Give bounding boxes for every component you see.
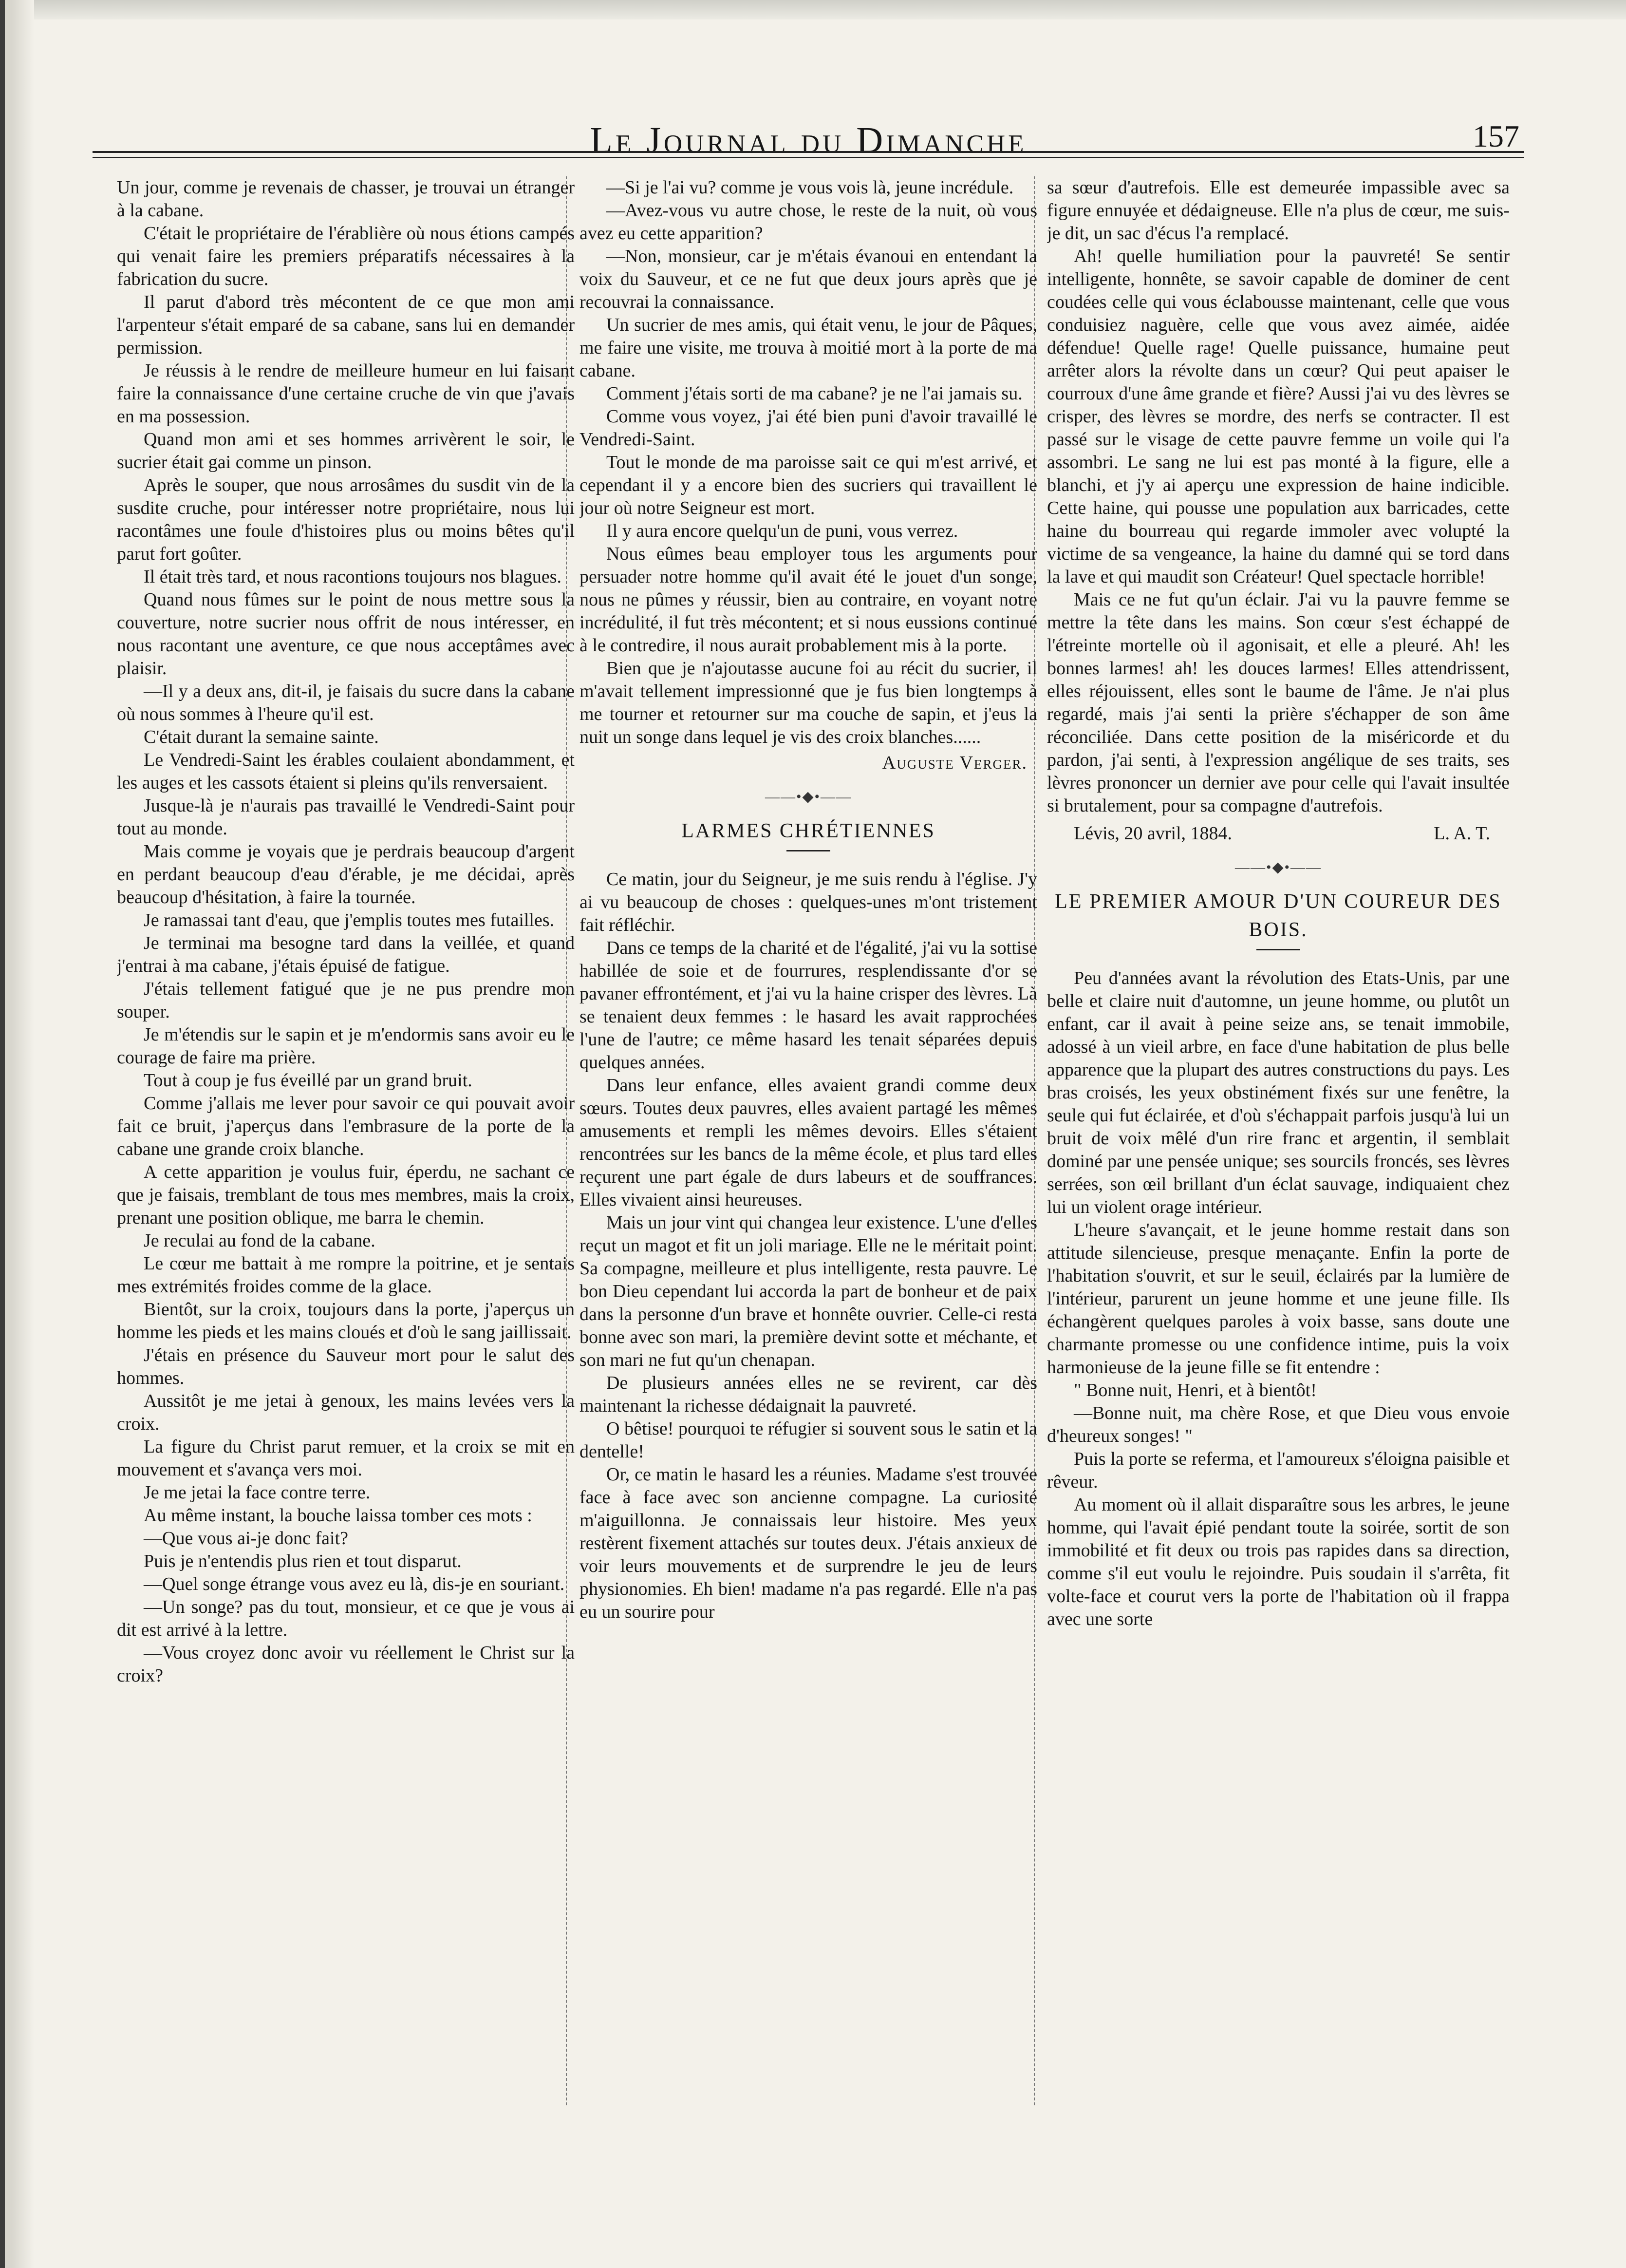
paragraph: Je me jetai la face contre terre. xyxy=(144,1482,371,1503)
paragraph: Mais un jour vint qui changea leur existence. L'une d'elles reçut un magot et fit un joli mariage. Elle ne le méritait point. Sa compagne, meilleure et plus intelligente, resta pauvre. Le bon Dieu cependant lui accorda la part de bonheur et de paix dans la personne d'un brave et honnête ouvrier. Celle-ci resta bonne avec son mari, la première devint sotte et méchante, et son mari ne fut qu'un chenapan. xyxy=(579,1212,1037,1370)
paragraph: J'étais tellement fatigué que je ne pus prendre mon souper. xyxy=(117,979,575,1022)
paragraph: C'était le propriétaire de l'érablière où nous étions campés qui venait faire les premiers préparatifs nécessaires à la fabrication du sucre. xyxy=(117,223,575,289)
paragraph: Dans ce temps de la charité et de l'égalité, j'ai vu la sottise habillée de soie et de fourrures, resplendissante d'or se pavaner effrontément, et j'ai vu la haine crisper des lèvres. Là se tenaient deux femmes : le hasard les avait rapprochées l'une de l'autre; ce même hasard les tenait séparées depuis quelques années. xyxy=(579,938,1037,1073)
paragraph: —Bonne nuit, ma chère Rose, et que Dieu vous envoie d'heureux songes! " xyxy=(1047,1403,1510,1446)
page-number: 157 xyxy=(1473,119,1519,153)
paragraph: —Quel songe étrange vous avez eu là, dis-je en souriant. xyxy=(144,1574,565,1594)
paragraph: Un jour, comme je revenais de chasser, je trouvai un étranger à la cabane. xyxy=(117,177,575,221)
header-rule-thin xyxy=(93,157,1524,158)
paragraph: Je m'étendis sur le sapin et je m'endormis sans avoir eu le courage de faire ma prière. xyxy=(117,1024,575,1068)
dateline-row xyxy=(1047,822,1510,845)
paragraph: " Bonne nuit, Henri, et à bientôt! xyxy=(1074,1380,1317,1400)
article-heading: LARMES CHRÉTIENNES xyxy=(681,820,935,842)
heading-rule xyxy=(1256,949,1300,950)
journal-title: Le Journal du Dimanche xyxy=(590,120,1027,161)
paragraph: Tout à coup je fus éveillé par un grand bruit. xyxy=(144,1070,472,1091)
paragraph: Jusque-là je n'aurais pas travaillé le Vendredi-Saint pour tout au monde. xyxy=(117,795,575,839)
paragraph: Un sucrier de mes amis, qui était venu, le jour de Pâques, me faire une visite, me trouva à moitié mort à la porte de ma cabane. xyxy=(579,315,1037,381)
paragraph: Mais ce ne fut qu'un éclair. J'ai vu la pauvre femme se mettre la tête dans les mains. Son cœur s'est échappé de l'étreinte mortelle où il agonisait, et elle a pleuré. Ah! les bonnes larmes! ah! les douces larmes! Elles attendrissent, elles réjouissent, elles sont le baume de l'âme. Je n'ai plus regardé, mais j'ai senti la prière s'échapper de son âme réconciliée. Dans cette position de la miséricorde et du pardon, j'ai senti, à l'expression angélique de ses traits, ses lèvres prononcer un dernier ave pour celle qui l'avait insultée si brutalement, pour sa compagne d'autrefois. xyxy=(1047,589,1510,816)
paragraph: —Il y a deux ans, dit-il, je faisais du sucre dans la cabane où nous sommes à l'heure qu'il est. xyxy=(117,681,575,724)
column-1 xyxy=(117,176,575,2125)
paragraph: —Non, monsieur, car je m'étais évanoui en entendant la voix du Sauveur, et ce ne fut que deux jours après que je recouvrai la connaissance. xyxy=(579,246,1037,312)
paragraph: Il parut d'abord très mécontent de ce que mon ami l'arpenteur s'était emparé de sa cabane, sans lui en demander permission. xyxy=(117,292,575,358)
scan-edge-top xyxy=(0,0,1626,19)
paragraph: Il était très tard, et nous racontions toujours nos blagues. xyxy=(144,567,561,587)
scan-edge-left xyxy=(0,0,34,2268)
paragraph: Mais comme je voyais que je perdrais beaucoup d'argent en perdant beaucoup d'eau d'érable, je me décidai, après beaucoup d'hésitation, à faire la tournée. xyxy=(117,841,575,907)
author-signature: L. A. T. xyxy=(1434,823,1490,844)
paragraph: Je reculai au fond de la cabane. xyxy=(144,1230,375,1251)
paragraph: Le cœur me battait à me rompre la poitrine, et je sentais mes extrémités froides comme de la glace. xyxy=(117,1253,575,1297)
paragraph: Je réussis à le rendre de meilleure humeur en lui faisant faire la connaissance d'une certaine cruche de vin que j'avais en ma possession. xyxy=(117,360,575,427)
header-rule-thick xyxy=(93,151,1524,153)
ornament-divider: ——•◆•—— xyxy=(1234,859,1322,875)
paragraph: Comme j'allais me lever pour savoir ce qui pouvait avoir fait ce bruit, j'aperçus dans l'embrasure de la porte de la cabane une grande croix blanche. xyxy=(117,1093,575,1159)
paragraph: Aussitôt je me jetai à genoux, les mains levées vers la croix. xyxy=(117,1391,575,1434)
paragraph: Bientôt, sur la croix, toujours dans la porte, j'aperçus un homme les pieds et les mains cloués et d'où le sang jaillissait. xyxy=(117,1299,575,1342)
paragraph: —Vous croyez donc avoir vu réellement le Christ sur la croix? xyxy=(117,1643,575,1686)
paragraph: Au même instant, la bouche laissa tomber ces mots : xyxy=(144,1505,532,1526)
paragraph: —Si je l'ai vu? comme je vous vois là, jeune incrédule. xyxy=(606,177,1014,198)
paragraph: —Que vous ai-je donc fait? xyxy=(144,1528,348,1549)
paragraph: Le Vendredi-Saint les érables coulaient abondamment, et les auges et les cassots étaient si pleins qu'ils renversaient. xyxy=(117,750,575,793)
paragraph: O bêtise! pourquoi te réfugier si souvent sous le satin et la dentelle! xyxy=(579,1418,1037,1462)
column-2 xyxy=(579,176,1037,2125)
paragraph: Nous eûmes beau employer tous les arguments pour persuader notre homme qu'il avait été le jouet d'un songe, nous ne pûmes y réussir, bien au contraire, en voyant notre incrédulité, il fut très mécontent; et si nous eussions continué à le contredire, il nous aurait probablement mis à la porte. xyxy=(579,544,1037,656)
paragraph: Bien que je n'ajoutasse aucune foi au récit du sucrier, il m'avait tellement impressionné que je fus bien longtemps à me tourner et retourner sur ma couche de sapin, et j'eus la nuit un songe dans lequel je vis des croix blanches...... xyxy=(579,658,1037,747)
paragraph: sa sœur d'autrefois. Elle est demeurée impassible avec sa figure ennuyée et dédaigneuse. Elle n'a plus de cœur, me suis-je dit, un sac d'écus l'a remplacé. xyxy=(1047,177,1510,244)
paragraph: Quand mon ami et ses hommes arrivèrent le soir, le sucrier était gai comme un pinson. xyxy=(117,429,575,472)
paragraph: De plusieurs années elles ne se revirent, car dès maintenant la richesse dédaignait la pauvreté. xyxy=(579,1373,1037,1416)
paragraph: Puis je n'entendis plus rien et tout disparut. xyxy=(144,1551,462,1571)
paragraph: Peu d'années avant la révolution des Etats-Unis, par une belle et claire nuit d'automne, un jeune homme, ou plutôt un enfant, car il avait à peine seize ans, se tenait immobile, adossé à un vieil arbre, en face d'une habitation de plus belle apparence que la plupart des autres constructions du pays. Les bras croisés, les yeux obstinément fixés sur une fenêtre, la seule qui fut éclairée, et d'où s'échappait parfois jusqu'à lui un bruit de voix mêlé d'un rire franc et argentin, il semblait dominé par une pensée unique; ses sourcils froncés, ses lèvres serrées, son œil brillant d'un éclat sauvage, indiquaient chez lui un violent orage intérieur. xyxy=(1047,968,1510,1217)
paragraph: J'étais en présence du Sauveur mort pour le salut des hommes. xyxy=(117,1345,575,1388)
paragraph: Il y aura encore quelqu'un de puni, vous verrez. xyxy=(606,521,958,541)
article-heading: LE PREMIER AMOUR D'UN COUREUR DES BOIS. xyxy=(1055,890,1502,941)
place-date: Lévis, 20 avril, 1884. xyxy=(1074,823,1233,844)
page-header xyxy=(93,105,1524,168)
paragraph: Comment j'étais sorti de ma cabane? je ne l'ai jamais su. xyxy=(606,383,1023,404)
paragraph: Au moment où il allait disparaître sous les arbres, le jeune homme, qui l'avait épié pendant toute la soirée, sortit de son immobilité et fit deux ou trois pas rapides dans sa direction, comme s'il eut voulu le rejoindre. Puis soudain il s'arrêta, fit volte-face et courut vers la porte de l'habitation où il frappa avec une sorte xyxy=(1047,1494,1510,1629)
column-3 xyxy=(1047,176,1510,2125)
paragraph: Tout le monde de ma paroisse sait ce qui m'est arrivé, et cependant il y a encore bien des sucriers qui travaillent le jour où notre Seigneur est mort. xyxy=(579,452,1037,518)
heading-rule xyxy=(786,850,830,851)
paragraph: L'heure s'avançait, et le jeune homme restait dans son attitude silencieuse, presque menaçante. Enfin la porte de l'habitation s'ouvrit, et sur le seuil, éclairés par la lumière de l'intérieur, parurent un jeune homme et une jeune fille. Ils échangèrent quelques paroles à voix basse, sans doute une charmante promesse ou une confidence intime, puis la voix harmonieuse de la jeune fille se fit entendre : xyxy=(1047,1220,1510,1378)
paragraph: —Avez-vous vu autre chose, le reste de la nuit, où vous avez eu cette apparition? xyxy=(579,200,1037,244)
paragraph: Ce matin, jour du Seigneur, je me suis rendu à l'église. J'y ai vu beaucoup de choses : quelques-unes m'ont tristement fait réfléchir. xyxy=(579,869,1037,935)
paragraph: —Un songe? pas du tout, monsieur, et ce que je vous ai dit est arrivé à la lettre. xyxy=(117,1597,575,1640)
paragraph: Or, ce matin le hasard les a réunies. Madame s'est trouvée face à face avec son ancienne compagne. La curiosité m'aiguillonna. Je connaissais leur histoire. Mes yeux restèrent fixement attachés sur toutes deux. J'étais anxieux de voir leurs mouvements et de surprendre le jeu de leurs physionomies. Eh bien! madame n'a pas regardé. Elle n'a pas eu un sourire pour xyxy=(579,1464,1037,1622)
paragraph: La figure du Christ parut remuer, et la croix se mit en mouvement et s'avança vers moi. xyxy=(117,1436,575,1480)
ornament-divider: ——•◆•—— xyxy=(765,789,852,805)
paragraph: Je terminai ma besogne tard dans la veillée, et quand j'entrai à ma cabane, j'étais épuisé de fatigue. xyxy=(117,933,575,976)
paragraph: Je ramassai tant d'eau, que j'emplis toutes mes futailles. xyxy=(144,910,555,930)
author-signature: Auguste Verger. xyxy=(882,753,1028,773)
paragraph: Quand nous fûmes sur le point de nous mettre sous la couverture, notre sucrier nous offrit de nous intéresser, en nous racontant une aventure, ce que nous acceptâmes avec plaisir. xyxy=(117,589,575,679)
paragraph: Dans leur enfance, elles avaient grandi comme deux sœurs. Toutes deux pauvres, elles avaient partagé les mêmes amusements et rempli les mêmes devoirs. Elles s'étaient rencontrées sur les bancs de la même école, et plus tard elles reçurent une part égale de durs labeurs et de souffrances. Elles vivaient ainsi heureuses. xyxy=(579,1075,1037,1210)
paragraph: Comme vous voyez, j'ai été bien puni d'avoir travaillé le Vendredi-Saint. xyxy=(579,406,1037,450)
paragraph: Puis la porte se referma, et l'amoureux s'éloigna paisible et rêveur. xyxy=(1047,1449,1510,1492)
paragraph: A cette apparition je voulus fuir, éperdu, ne sachant ce que je faisais, tremblant de tous mes membres, mais la croix, prenant une position oblique, me barra le chemin. xyxy=(117,1162,575,1228)
paragraph: C'était durant la semaine sainte. xyxy=(144,727,379,747)
paragraph: Après le souper, que nous arrosâmes du susdit vin de la susdite cruche, pour intéresser notre propriétaire, nous lui racontâmes une foule d'histoires plus ou moins bêtes qu'il parut fort goûter. xyxy=(117,475,575,564)
paragraph: Ah! quelle humiliation pour la pauvreté! Se sentir intelligente, honnête, se savoir capable de dominer de cent coudées celle qui vous éclabousse maintenant, celle que vous conduisiez naguère, celle que vous avez aimée, aidée défendue! Quelle rage! Quelle puissance, humaine peut arrêter alors la révolte dans un cœur? Qui peut apaiser le courroux d'une âme grande et fière? Aussi j'ai vu des lèvres se crisper, des lèvres se mordre, des nerfs se contracter. Il est passé sur le visage de cette pauvre femme un voile qui l'a assombri. Le sang ne lui est pas monté à la figure, elle a blanchi, et j'y ai aperçu une expression de haine indicible. Cette haine, qui pousse une population aux barricades, cette haine du bourreau qui regarde immoler avec volupté la victime de sa vengeance, la haine du damné qui se tord dans la lave et qui maudit son Créateur! Quel spectacle horrible! xyxy=(1047,246,1510,587)
